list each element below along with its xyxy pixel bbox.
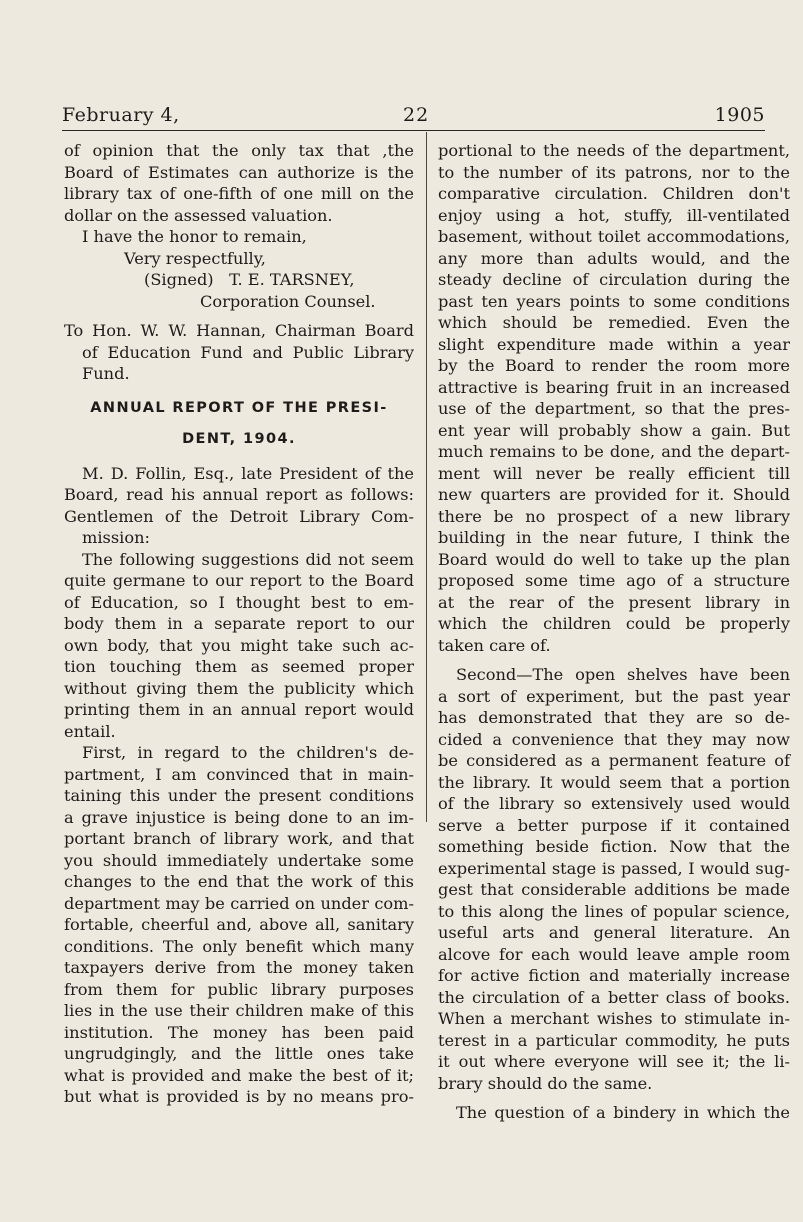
intro-paragraph xyxy=(64,463,414,549)
text-line: fortable, cheerful and, above all, sanitary xyxy=(64,915,414,934)
text-line: library tax of one-fifth of one mill on the xyxy=(64,184,414,203)
text-line: building in the near future, I think the xyxy=(438,528,790,547)
text-line: serve a better purpose if it contained xyxy=(438,815,790,835)
text-line: portant branch of library work, and that xyxy=(64,829,414,848)
text-line: proposed some time ago of a structure xyxy=(438,571,790,590)
text-line: lies in the use their children make of this xyxy=(64,1001,414,1020)
text-line: When a merchant wishes to stimulate in- xyxy=(438,1009,790,1028)
text-line: you should immediately undertake some xyxy=(64,850,414,870)
text-line: alcove for each would leave ample room xyxy=(438,944,790,964)
text-line: ent year will probably show a gain. But xyxy=(438,420,790,440)
text-line: slight expenditure made within a year xyxy=(438,334,790,354)
text-line: a grave injustice is being done to an im- xyxy=(64,807,414,827)
bindery-paragraph xyxy=(438,1102,790,1124)
text-line: attractive is bearing fruit in an increased xyxy=(438,377,790,397)
first-paragraph xyxy=(64,742,414,1108)
text-line: The question of a bindery in which the xyxy=(456,1103,790,1122)
closing-honor: I have the honor to remain, xyxy=(82,227,307,246)
heading-line: ANNUAL REPORT OF THE PRESI- xyxy=(90,399,388,416)
text-line: changes to the end that the work of this xyxy=(64,872,414,891)
text-line: Board of Estimates can authorize is the xyxy=(64,162,414,182)
text-line: taining this under the present conditions xyxy=(64,786,414,805)
text-line: from them for public library purposes xyxy=(64,979,414,999)
text-line: experimental stage is passed, I would sug- xyxy=(438,858,790,878)
page-number: 22 xyxy=(403,104,430,126)
text-line: entail. xyxy=(64,721,116,741)
text-line: taken care of. xyxy=(438,635,551,655)
text-line: but what is provided is by no means pro- xyxy=(64,1087,414,1106)
text-line: ment will never be really efficient till xyxy=(438,463,790,483)
text-line: without giving them the publicity which xyxy=(64,678,414,698)
letter-closing xyxy=(64,226,414,312)
text-line: for active fiction and materially increase xyxy=(438,966,790,985)
text-line: First, in regard to the children's de- xyxy=(82,743,414,762)
closing-title: Corporation Counsel. xyxy=(200,291,376,311)
text-line: which the children could be properly xyxy=(438,614,790,633)
text-line: M. D. Follin, Esq., late President of the xyxy=(82,463,414,483)
text-line: a sort of experiment, but the past year xyxy=(438,686,790,706)
second-paragraph xyxy=(438,664,790,1094)
text-line: steady decline of circulation during the xyxy=(438,270,790,289)
suggestions-paragraph xyxy=(64,549,414,743)
text-line: at the rear of the present library in xyxy=(438,592,790,612)
right-column xyxy=(438,140,790,1124)
header-date: February 4, xyxy=(62,104,180,126)
page-header xyxy=(62,100,765,131)
text-line: enjoy using a hot, stuffy, ill-ventilated xyxy=(438,205,790,225)
text-line: past ten years points to some conditions xyxy=(438,291,790,311)
text-line: there be no prospect of a new library xyxy=(438,506,790,526)
text-line: what is provided and make the best of it; xyxy=(64,1065,414,1085)
text-line: Board, read his annual report as follows: xyxy=(64,485,414,504)
text-line: comparative circulation. Children don't xyxy=(438,184,790,203)
text-line: body them in a separate report to our xyxy=(64,614,414,633)
left-column xyxy=(64,140,414,1108)
text-line: of opinion that the only tax that ,the xyxy=(64,141,414,160)
text-line: use of the department, so that the pres- xyxy=(438,399,790,418)
text-line: taxpayers derive from the money taken xyxy=(64,958,414,977)
closing-respectfully: Very respectfully, xyxy=(124,248,266,268)
text-line: To Hon. W. W. Hannan, Chairman Board xyxy=(64,321,414,340)
text-line: it out where everyone will see it; the li- xyxy=(438,1052,790,1071)
text-line: brary should do the same. xyxy=(438,1073,653,1093)
text-line: Board would do well to take up the plan xyxy=(438,549,790,569)
text-line: basement, without toilet accommodations, xyxy=(438,227,790,246)
text-line: quite germane to our report to the Board xyxy=(64,571,414,590)
continued-paragraph xyxy=(438,140,790,656)
text-line: own body, that you might take such ac- xyxy=(64,635,414,655)
text-line: Second—The open shelves have been xyxy=(456,665,790,684)
text-line: cided a convenience that they may now xyxy=(438,729,790,749)
opinion-paragraph xyxy=(64,140,414,226)
text-line: The following suggestions did not seem xyxy=(82,549,414,569)
section-heading xyxy=(64,393,414,455)
text-line: something beside fiction. Now that the xyxy=(438,837,790,856)
closing-signature: (Signed) T. E. TARSNEY, xyxy=(144,270,355,289)
text-line: the circulation of a better class of books. xyxy=(438,987,790,1007)
text-line: of Education Fund and Public Library xyxy=(82,342,414,362)
header-year: 1905 xyxy=(714,104,765,126)
text-line: to this along the lines of popular science, xyxy=(438,901,790,921)
text-line: dollar on the assessed valuation. xyxy=(64,205,333,225)
text-line: new quarters are provided for it. Should xyxy=(438,485,790,504)
text-line: portional to the needs of the department, xyxy=(438,141,790,160)
text-line: of the library so extensively used would xyxy=(438,794,790,813)
text-line: by the Board to render the room more xyxy=(438,356,790,375)
text-line: which should be remedied. Even the xyxy=(438,313,790,332)
text-line: terest in a particular commodity, he puts xyxy=(438,1030,790,1050)
text-line: has demonstrated that they are so de- xyxy=(438,708,790,727)
text-line: tion touching them as seemed proper xyxy=(64,657,414,676)
text-line: printing them in an annual report would xyxy=(64,700,414,719)
text-line: department may be carried on under com- xyxy=(64,893,414,913)
text-line: the library. It would seem that a portion xyxy=(438,772,790,792)
text-line: much remains to be done, and the depart- xyxy=(438,442,790,461)
text-line: be considered as a permanent feature of xyxy=(438,751,790,770)
text-line: of Education, so I thought best to em- xyxy=(64,592,414,612)
heading-line: DENT, 1904. xyxy=(182,430,296,447)
text-line: any more than adults would, and the xyxy=(438,248,790,268)
text-line: partment, I am convinced that in main- xyxy=(64,764,414,784)
text-line: mission: xyxy=(82,528,150,547)
text-line: Gentlemen of the Detroit Library Com- xyxy=(64,506,414,526)
text-line: useful arts and general literature. An xyxy=(438,923,790,942)
text-line: conditions. The only benefit which many xyxy=(64,936,414,956)
text-line: to the number of its patrons, nor to the xyxy=(438,162,790,182)
text-line: Fund. xyxy=(82,364,130,383)
text-line: gest that considerable additions be made xyxy=(438,880,790,899)
column-divider xyxy=(426,132,427,822)
text-line: institution. The money has been paid xyxy=(64,1022,414,1042)
text-line: ungrudgingly, and the little ones take xyxy=(64,1044,414,1063)
addressee xyxy=(64,320,414,385)
